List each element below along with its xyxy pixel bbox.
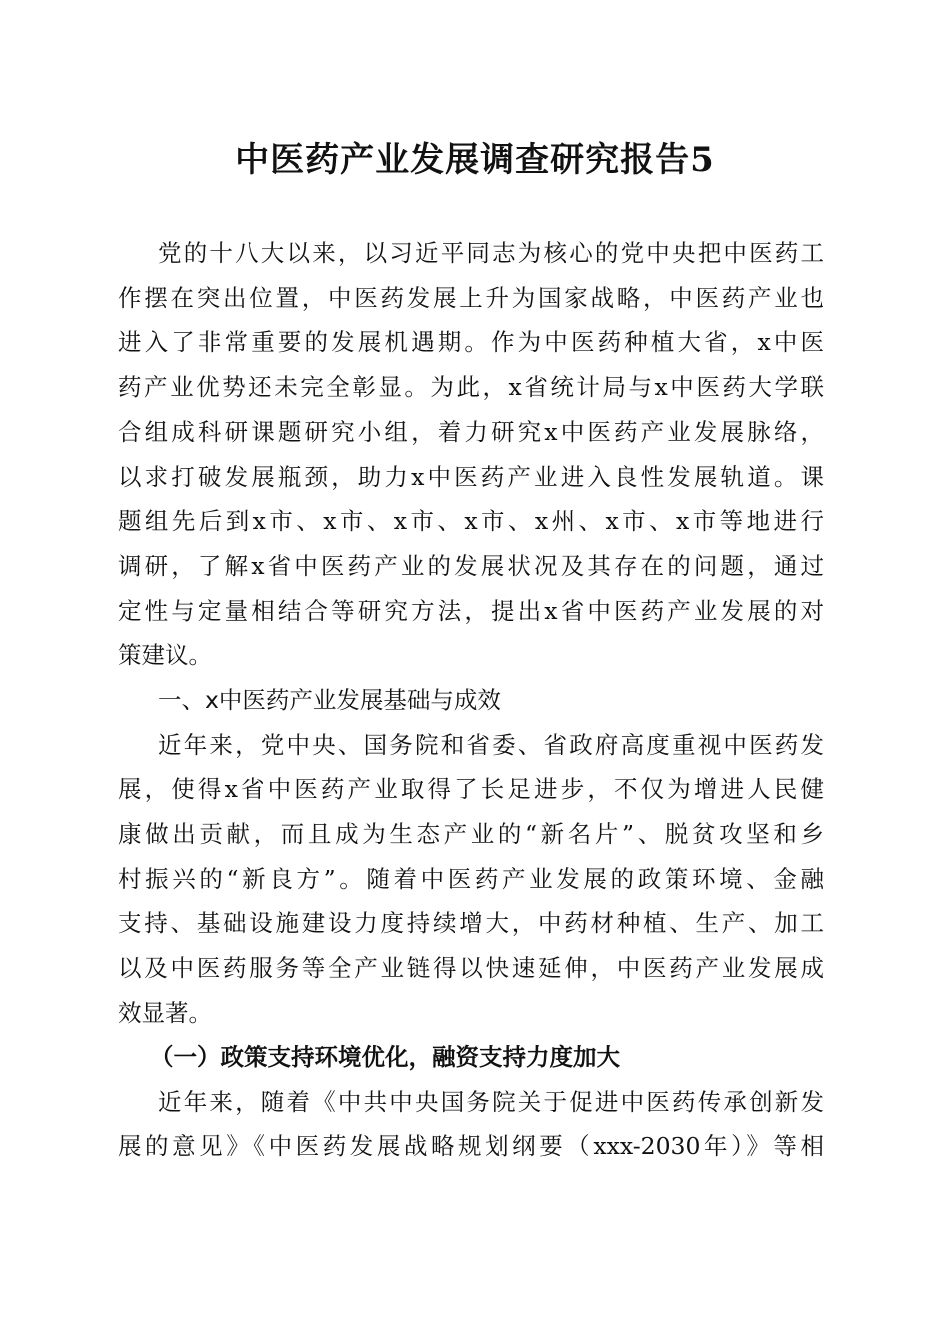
intro-line: 药产业优势还未完全彰显。为此，x省统计局与x中医药大学联 [118, 373, 824, 401]
section-line: 以及中医药服务等全产业链得以快速延伸，中医药产业发展成 [118, 954, 824, 982]
intro-line: 定性与定量相结合等研究方法，提出x省中医药产业发展的对 [118, 597, 824, 625]
intro-line: 调研，了解x省中医药产业的发展状况及其存在的问题，通过 [118, 552, 824, 580]
intro-line: 党的十八大以来，以习近平同志为核心的党中央把中医药工 [158, 239, 824, 267]
section-line: 村振兴的“新良方”。随着中医药产业发展的政策环境、金融 [118, 865, 824, 893]
intro-line: 策建议。 [118, 641, 212, 669]
section-line: 近年来，党中央、国务院和省委、省政府高度重视中医药发 [158, 731, 824, 759]
section-line: 效显著。 [118, 999, 212, 1027]
section-line: 康做出贡献，而且成为生态产业的“新名片”、脱贫攻坚和乡 [118, 820, 824, 848]
intro-line: 以求打破发展瓶颈，助力x中医药产业进入良性发展轨道。课 [118, 463, 824, 491]
subsection-line: 展的意见》《中医药发展战略规划纲要（xxx-2030年）》等相 [118, 1132, 824, 1160]
section-line: 展，使得x省中医药产业取得了长足进步，不仅为增进人民健 [118, 775, 824, 803]
section-heading: 一、x中医药产业发展基础与成效 [158, 686, 501, 714]
document-title: 中医药产业发展调查研究报告5 [235, 140, 715, 180]
subsection-line: 近年来，随着《中共中央国务院关于促进中医药传承创新发 [158, 1088, 824, 1116]
subsection-heading: （一）政策支持环境优化，融资支持力度加大 [150, 1043, 620, 1071]
section-line: 支持、基础设施建设力度持续增大，中药材种植、生产、加工 [118, 909, 824, 937]
intro-line: 题组先后到x市、x市、x市、x市、x州、x市、x市等地进行 [118, 507, 824, 535]
intro-line: 进入了非常重要的发展机遇期。作为中医药种植大省，x中医 [118, 328, 824, 356]
intro-line: 合组成科研课题研究小组，着力研究x中医药产业发展脉络， [118, 418, 824, 446]
intro-line: 作摆在突出位置，中医药发展上升为国家战略，中医药产业也 [118, 284, 824, 312]
